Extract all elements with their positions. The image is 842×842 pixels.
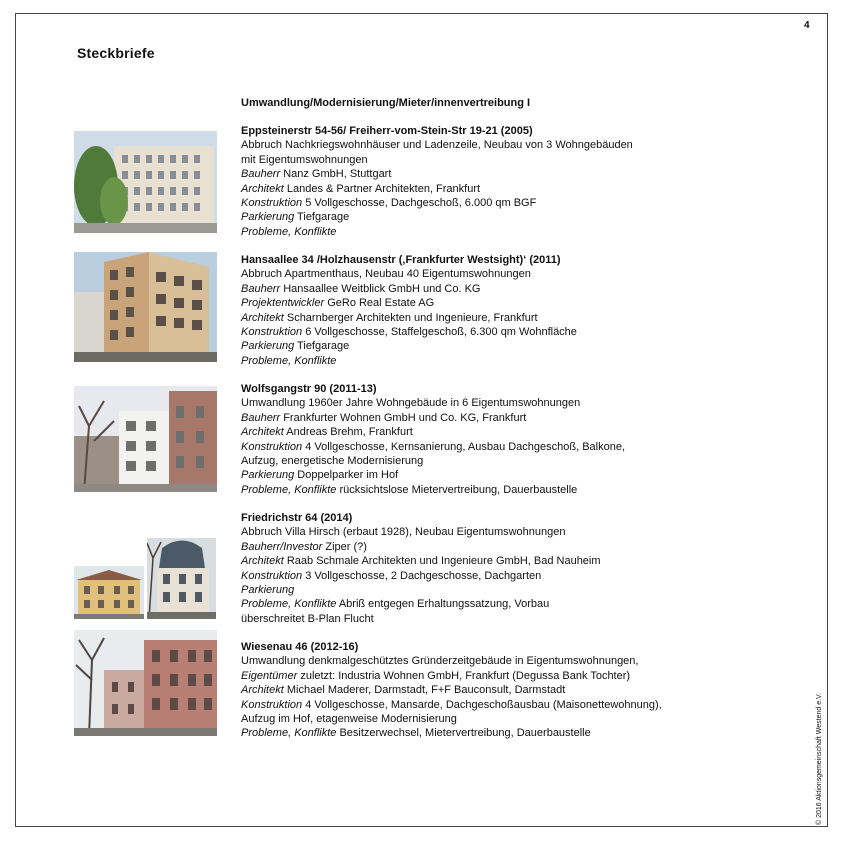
entry-title: Eppsteinerstr 54-56/ Freiherr-vom-Stein-Str 19-21 (2005) (241, 125, 533, 137)
page-title: Steckbriefe (77, 45, 155, 61)
field-value: Umwandlung denkmalgeschütztes Gründerzeitgebäude in Eigentumswohnungen, (241, 655, 639, 668)
field-label: Architekt (241, 426, 284, 439)
entry-line (241, 354, 761, 368)
field-value: Hansaallee Weitblick GmbH und Co. KG (280, 282, 481, 295)
entry-line (241, 525, 761, 539)
entry-line (241, 282, 761, 296)
entry-line (241, 612, 761, 626)
entry-wolfsgangstr (241, 382, 761, 497)
field-value: Ziper (?) (322, 540, 367, 553)
entry-line (241, 225, 761, 239)
field-label: Architekt (241, 311, 284, 324)
entry-line (241, 554, 761, 568)
photo-friedrichstr-neubau (147, 538, 216, 619)
entry-line (241, 339, 761, 353)
entry-line (241, 440, 761, 454)
field-label: Konstruktion (241, 326, 303, 339)
field-label: Bauherr (241, 282, 281, 295)
entry-line (241, 196, 761, 210)
field-value: Landes & Partner Architekten, Frankfurt (283, 182, 481, 195)
field-value: Nanz GmbH, Stuttgart (280, 168, 392, 181)
entry-line (241, 468, 761, 482)
field-label: Probleme, Konflikte (241, 727, 337, 740)
entry-line (241, 454, 761, 468)
photo-wolfsgangstr (74, 386, 217, 492)
field-label: Probleme, Konflikte (241, 598, 337, 611)
entry-line (241, 167, 761, 181)
page-number: 4 (804, 20, 810, 31)
field-value: Tiefgarage (294, 211, 350, 224)
entry-line (241, 669, 761, 683)
entry-line (241, 411, 761, 425)
field-label: Bauherr/Investor (241, 540, 323, 553)
photo-eppsteinerstr (74, 131, 217, 233)
field-label: Konstruktion (241, 698, 303, 711)
entry-line (241, 182, 761, 196)
field-value: Doppelparker im Hof (294, 469, 399, 482)
field-label: Konstruktion (241, 569, 303, 582)
field-value: Andreas Brehm, Frankfurt (283, 426, 413, 439)
entry-hansaallee (241, 253, 761, 368)
field-label: Probleme, Konflikte (241, 225, 337, 238)
field-value: mit Eigentumswohnungen (241, 153, 368, 166)
entry-line (241, 210, 761, 224)
entry-title: Wiesenau 46 (2012-16) (241, 641, 359, 653)
field-label: Probleme, Konflikte (241, 483, 337, 496)
field-value: 5 Vollgeschosse, Dachgeschoß, 6.000 qm BGF (302, 197, 537, 210)
entry-line (241, 698, 761, 712)
field-value: 6 Vollgeschosse, Staffelgeschoß, 6.300 qm Wohnfläche (302, 326, 577, 339)
field-value: zuletzt: Industria Wohnen GmbH, Frankfurt (Degussa Bank Tochter) (297, 669, 631, 682)
entry-line (241, 138, 761, 152)
photo-wiesenau (74, 630, 217, 736)
photo-friedrichstr-villa (74, 566, 144, 619)
field-value: überschreitet B-Plan Flucht (241, 612, 374, 625)
entry-title: Wolfsgangstr 90 (2011-13) (241, 383, 377, 395)
entry-line (241, 540, 761, 554)
entry-line (241, 726, 761, 740)
field-label: Parkierung (241, 340, 295, 353)
entry-line (241, 712, 761, 726)
field-value: GeRo Real Estate AG (324, 297, 435, 310)
field-value: Aufzug, energetische Modernisierung (241, 455, 424, 468)
field-value: 4 Vollgeschosse, Kernsanierung, Ausbau Dachgeschoß, Balkone, (302, 440, 626, 453)
field-label: Architekt (241, 182, 284, 195)
field-value: Besitzerwechsel, Mietervertreibung, Dauerbaustelle (336, 727, 591, 740)
field-label: Bauherr (241, 411, 281, 424)
field-label: Konstruktion (241, 440, 303, 453)
field-label: Projektentwickler (241, 297, 325, 310)
entry-line (241, 569, 761, 583)
section-title: Umwandlung/Modernisierung/Mieter/innenvertreibung I (241, 97, 531, 109)
field-label: Probleme, Konflikte (241, 354, 337, 367)
field-label: Parkierung (241, 469, 295, 482)
field-value: Michael Maderer, Darmstadt, F+F Bauconsult, Darmstadt (283, 684, 566, 697)
entry-line (241, 153, 761, 167)
field-value: 4 Vollgeschosse, Mansarde, Dachgeschoßausbau (Maisonettewohnung), (302, 698, 662, 711)
entry-line (241, 396, 761, 410)
entry-title: Friedrichstr 64 (2014) (241, 512, 353, 524)
entry-line (241, 325, 761, 339)
field-value: Raab Schmale Architekten und Ingenieure GmbH, Bad Nauheim (283, 555, 601, 568)
field-value: rücksichtslose Mietervertreibung, Dauerbaustelle (336, 483, 578, 496)
field-label: Bauherr (241, 168, 281, 181)
field-value: Abbruch Nachkriegswohnhäuser und Ladenzeile, Neubau von 3 Wohngebäuden (241, 139, 633, 152)
field-value: Umwandlung 1960er Jahre Wohngebäude in 6 Eigentumswohnungen (241, 397, 581, 410)
field-label: Parkierung (241, 584, 295, 597)
field-label: Konstruktion (241, 197, 303, 210)
field-value: Abriß entgegen Erhaltungssatzung, Vorbau (336, 598, 550, 611)
entry-wiesenau (241, 640, 761, 741)
entry-line (241, 683, 761, 697)
field-value: Abbruch Villa Hirsch (erbaut 1928), Neubau Eigentumswohnungen (241, 526, 566, 539)
entry-line (241, 597, 761, 611)
entry-eppsteinerstr (241, 124, 761, 239)
field-label: Architekt (241, 555, 284, 568)
field-label: Parkierung (241, 211, 295, 224)
field-value: Frankfurter Wohnen GmbH und Co. KG, Frankfurt (280, 411, 527, 424)
field-value: Abbruch Apartmenthaus, Neubau 40 Eigentumswohnungen (241, 268, 531, 281)
field-value: Tiefgarage (294, 340, 350, 353)
entry-line (241, 267, 761, 281)
entry-line (241, 296, 761, 310)
entry-line (241, 583, 761, 597)
entry-friedrichstr (241, 511, 761, 626)
copyright-note: © 2016 Aktionsgemeinschaft Westend e.V. (816, 692, 823, 825)
field-label: Architekt (241, 684, 284, 697)
entry-line (241, 483, 761, 497)
photo-hansaallee (74, 252, 217, 362)
field-value: Scharnberger Architekten und Ingenieure, Frankfurt (283, 311, 538, 324)
field-value: Aufzug im Hof, etagenweise Modernisierung (241, 713, 457, 726)
field-label: Eigentümer (241, 669, 298, 682)
entry-line (241, 311, 761, 325)
entry-line (241, 425, 761, 439)
entry-line (241, 654, 761, 668)
entry-title: Hansaallee 34 /Holzhausenstr (‚Frankfurter Westsight)‘ (2011) (241, 254, 561, 266)
field-value: 3 Vollgeschosse, 2 Dachgeschosse, Dachgarten (302, 569, 542, 582)
